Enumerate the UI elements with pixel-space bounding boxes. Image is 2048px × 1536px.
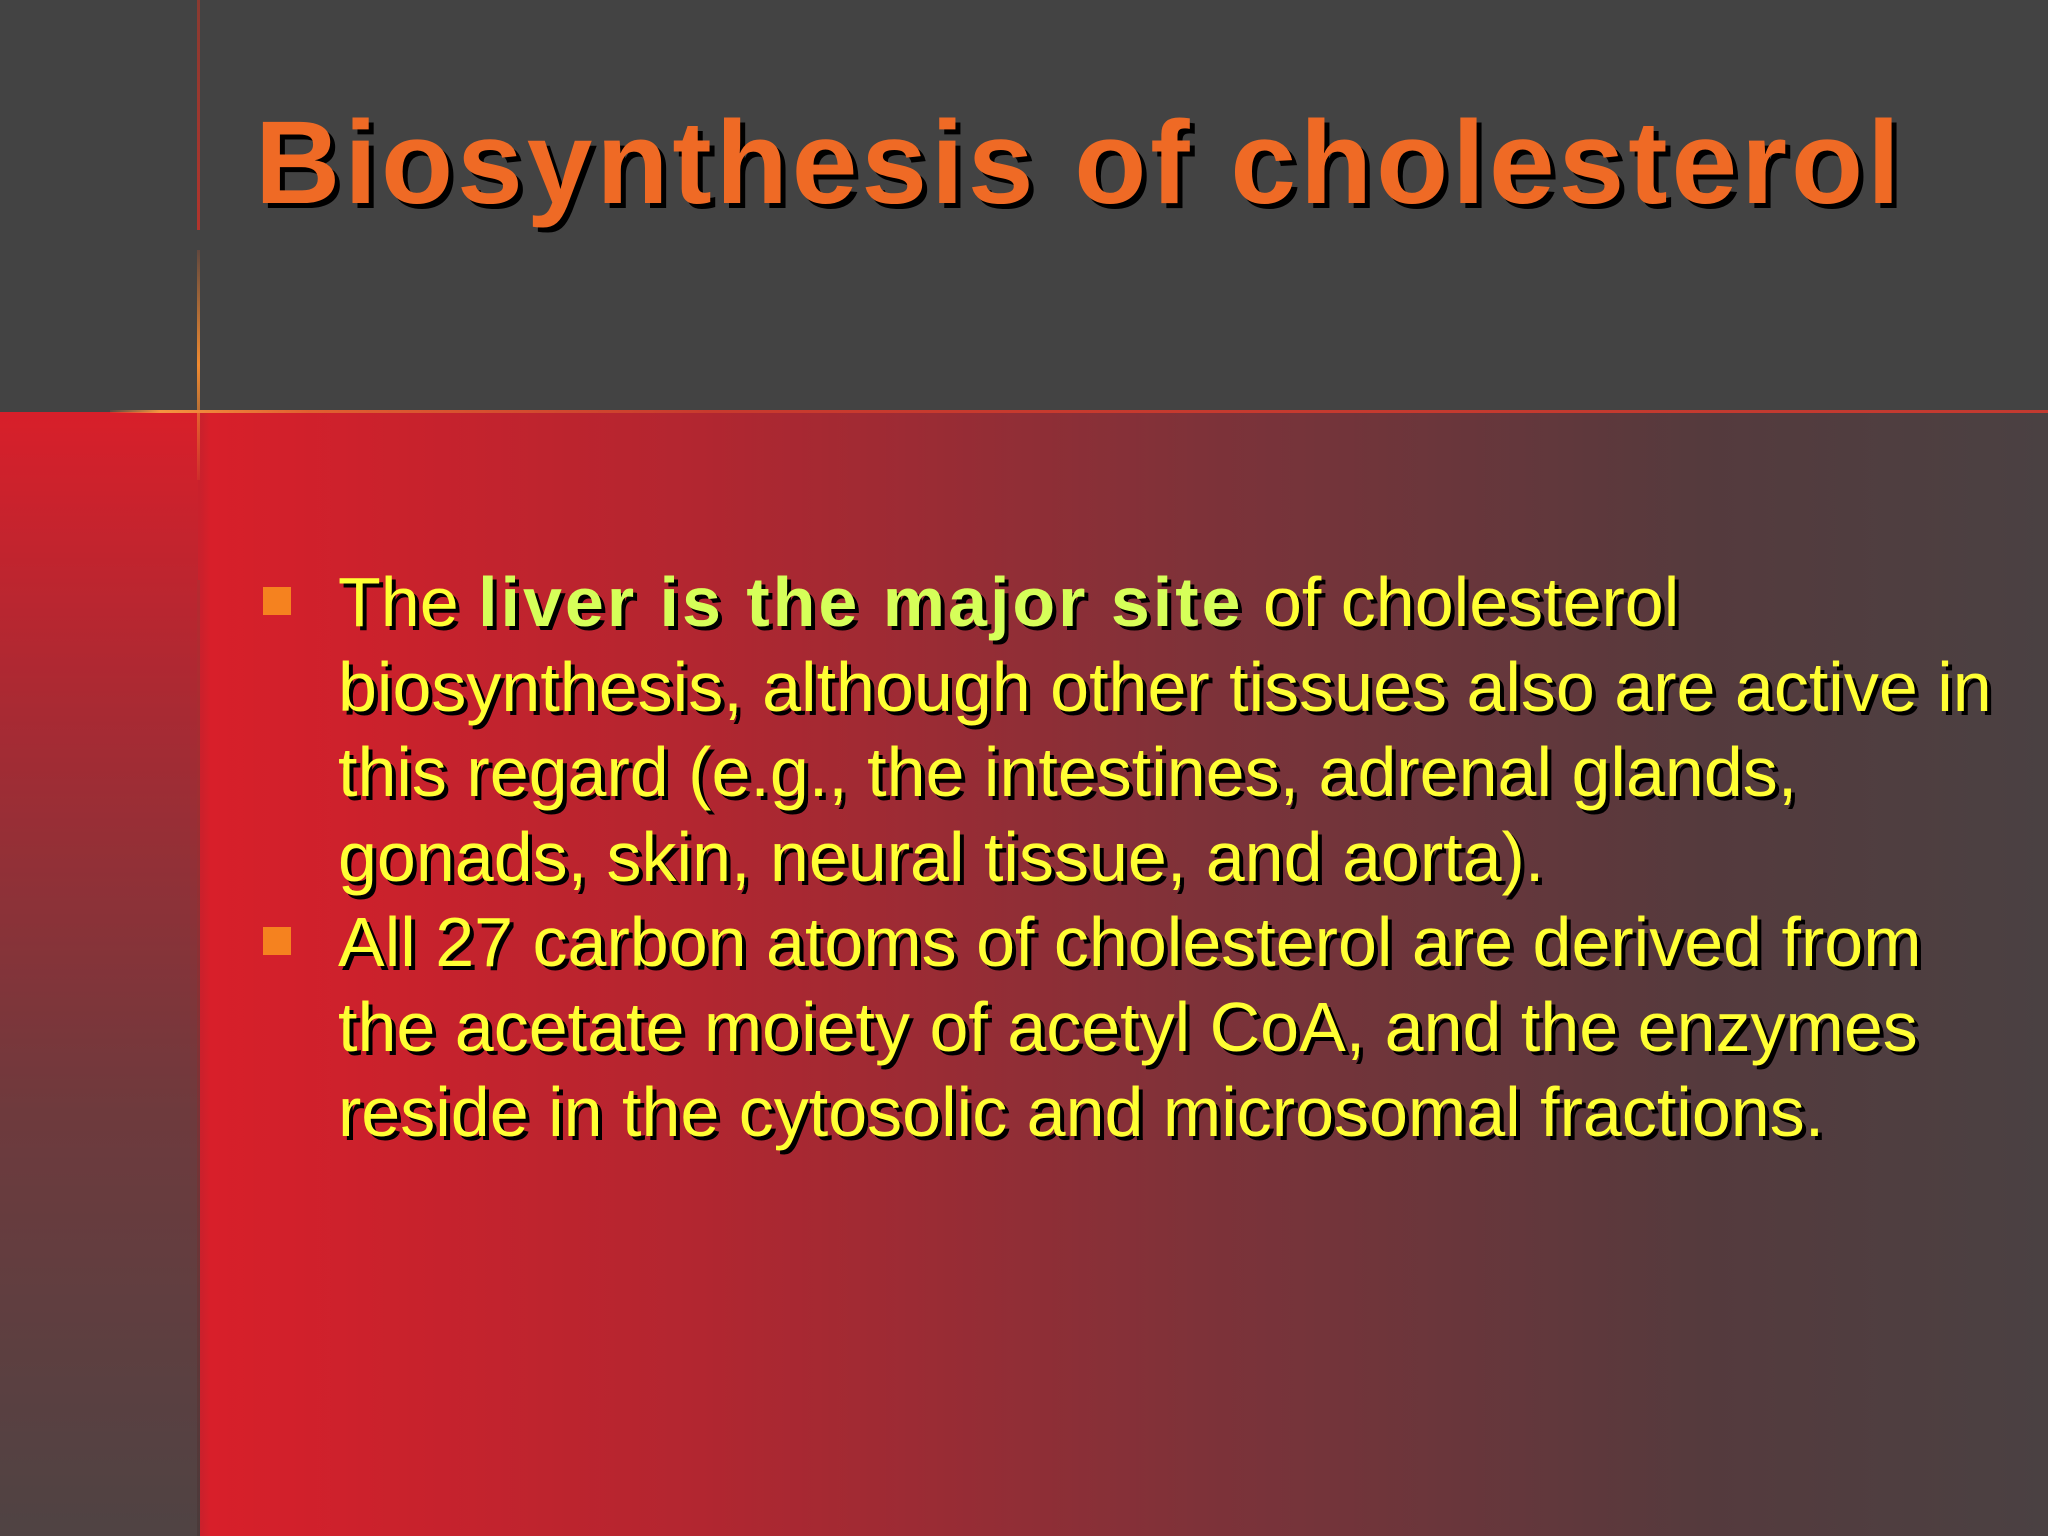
decorative-vertical-line-lower bbox=[197, 580, 200, 1536]
square-bullet-icon bbox=[263, 587, 291, 615]
bullet-item-liver bbox=[263, 560, 2023, 900]
bullet-text-post: of cholesterol biosynthesis, although other tissues also are active in this regard (e.g., the intestines, adrenal glands, gonads, skin, neural tissue, and aorta). bbox=[338, 563, 1992, 896]
bullet-list bbox=[263, 560, 2023, 1155]
decorative-vertical-line bbox=[197, 0, 200, 230]
decorative-horizontal-line bbox=[110, 410, 2048, 413]
square-bullet-icon bbox=[263, 927, 291, 955]
bullet-item-carbon-atoms bbox=[263, 900, 2023, 1155]
bullet-text bbox=[338, 560, 2023, 900]
slide-title: Biosynthesis of cholesterol bbox=[255, 97, 1904, 229]
decorative-vertical-glow bbox=[197, 250, 200, 480]
bullet-text-pre: The bbox=[338, 563, 479, 641]
bullet-emphasis: liver is the major site bbox=[478, 563, 1244, 641]
left-strip bbox=[0, 412, 198, 1536]
bullet-text: All 27 carbon atoms of cholesterol are derived from the acetate moiety of acetyl CoA, and the enzymes reside in the cytosolic and microsomal fractions. bbox=[338, 903, 1922, 1151]
